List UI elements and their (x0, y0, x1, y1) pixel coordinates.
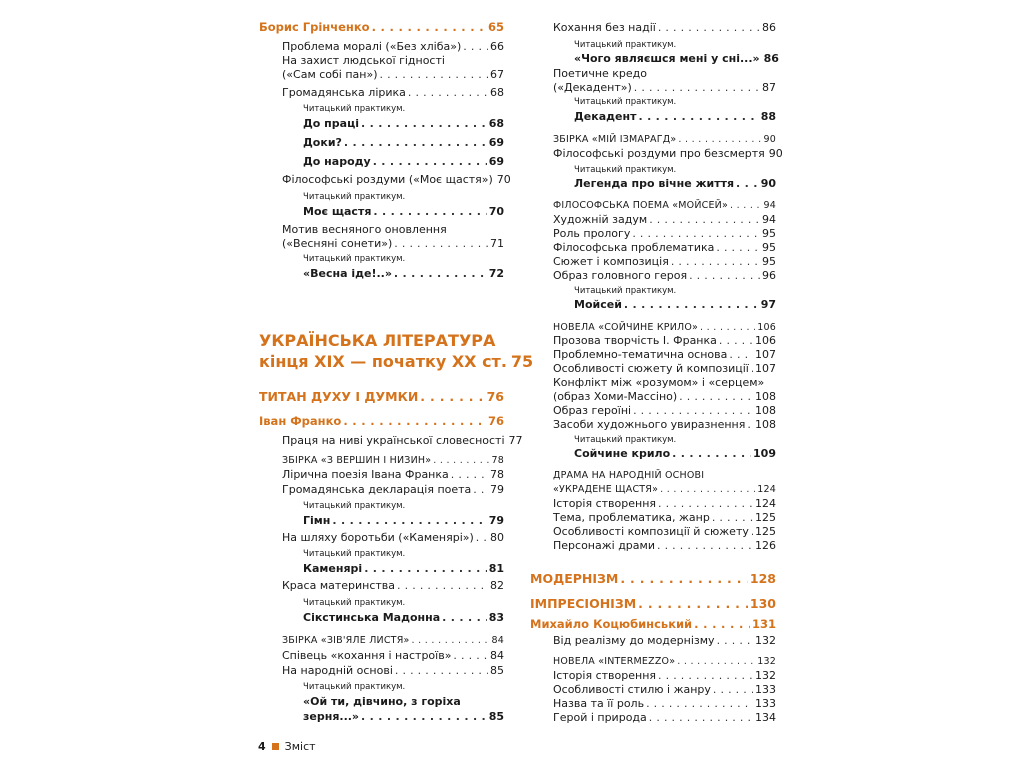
toc-page-number: 126 (755, 539, 776, 552)
dot-leader (658, 497, 753, 510)
toc-entry-title: Читацький практикум. (574, 97, 677, 107)
toc-entry (282, 634, 504, 647)
dot-leader (372, 21, 486, 34)
toc-entry-title: Історія створення (553, 669, 657, 682)
toc-entry-title: «Весна іде!..» (303, 267, 392, 280)
toc-entry-title: Сюжет і композиція (553, 255, 669, 268)
toc-entry-title: Читацький практикум. (574, 40, 677, 50)
toc-page-number: 132 (755, 634, 776, 647)
dot-leader (453, 649, 488, 662)
toc-entry-title: Персонажі драми (553, 539, 655, 552)
toc-page-number: 83 (488, 611, 504, 624)
dot-leader (373, 155, 487, 168)
toc-entry-title: Праця на ниві української словесності (282, 434, 505, 447)
toc-entry-title: Мотив весняного оновлення (282, 223, 447, 236)
toc-page-number: 134 (755, 711, 776, 724)
toc-entry-title: Читацький практикум. (574, 165, 677, 175)
toc-entry (553, 321, 776, 334)
toc-entry (553, 669, 776, 682)
toc-entry (303, 267, 504, 280)
toc-page-number: 106 (755, 334, 776, 347)
toc-page-number: 95 (762, 255, 776, 268)
toc-page-number: 76 (486, 389, 504, 404)
toc-page-number: 79 (490, 483, 504, 496)
toc-entry-title: Герой і природа (553, 711, 647, 724)
toc-entry (553, 81, 776, 94)
toc-entry (553, 469, 776, 482)
dot-leader (729, 348, 753, 361)
toc-entry-title: («Весняні сонети») (282, 237, 393, 250)
toc-page-number: 72 (488, 267, 504, 280)
dot-leader (671, 255, 760, 268)
square-bullet-icon (272, 743, 279, 750)
toc-entry-title: ДРАМА НА НАРОДНІЙ ОСНОВІ (553, 470, 705, 481)
toc-page-number: 132 (755, 669, 776, 682)
toc-page-number: 88 (760, 110, 776, 123)
toc-entry (553, 483, 776, 496)
toc-page-number: 78 (491, 455, 504, 466)
toc-entry (553, 634, 776, 647)
toc-entry-title: «Чого являєшся мені у сні...» (574, 52, 760, 65)
toc-entry (553, 213, 776, 226)
toc-entry-title: Читацький практикум. (303, 254, 406, 264)
toc-entry-title: Філософська проблематика (553, 241, 715, 254)
toc-entry (303, 500, 504, 513)
toc-entry-title: НОВЕЛА «СОЙЧИНЕ КРИЛО» (553, 322, 699, 333)
toc-page-number: 125 (755, 511, 776, 524)
toc-page-number: 108 (755, 390, 776, 403)
toc-entry (303, 611, 504, 624)
dot-leader (420, 390, 484, 403)
toc-entry-title: Каменярі (303, 562, 363, 575)
toc-page-number: 133 (755, 697, 776, 710)
toc-entry (574, 52, 779, 65)
toc-page-number: 94 (763, 200, 776, 211)
toc-entry-title: Сойчине крило (574, 447, 671, 460)
toc-entry-title: ЗБІРКА «З ВЕРШИН І НИЗИН» (282, 455, 432, 466)
toc-page-number: 108 (755, 418, 776, 431)
toc-entry-title: Читацький практикум. (303, 549, 406, 559)
toc-entry (259, 331, 504, 350)
toc-entry (282, 54, 504, 67)
toc-entry-title: Михайло Коцюбинський (530, 617, 693, 631)
toc-entry-title: Моє щастя (303, 205, 372, 218)
toc-page-number: 85 (490, 664, 504, 677)
dot-leader (672, 447, 751, 460)
toc-entry-title: Співець «кохання і настроїв» (282, 649, 452, 662)
dot-leader (408, 86, 488, 99)
toc-page-number: 80 (490, 531, 504, 544)
toc-entry (530, 618, 776, 631)
dot-leader (751, 525, 753, 538)
toc-page-number: 124 (757, 484, 776, 495)
toc-page-number: 130 (749, 596, 776, 611)
dot-leader (649, 213, 760, 226)
toc-entry-title: Образ героїні (553, 404, 632, 417)
toc-entry (553, 334, 776, 347)
toc-entry (282, 86, 504, 99)
toc-entry-title: (образ Хоми-Массіно) (553, 390, 678, 403)
dot-leader (476, 531, 488, 544)
dot-leader (373, 205, 486, 218)
dot-leader (678, 133, 761, 146)
toc-page-number: 70 (496, 173, 511, 186)
toc-entry-title: Читацький практикум. (303, 104, 406, 114)
toc-entry-title: Іван Франко (259, 414, 342, 428)
toc-entry (553, 404, 776, 417)
toc-entry (553, 269, 776, 282)
toc-entry-title: Особливості стилю і жанру (553, 683, 711, 696)
toc-entry (282, 223, 504, 236)
toc-entry (259, 21, 504, 34)
dot-leader (694, 618, 750, 631)
dot-leader (700, 321, 755, 334)
toc-page-number: 69 (488, 155, 504, 168)
toc-page-number: 87 (762, 81, 776, 94)
toc-entry-title: ЗБІРКА «ЗІВ'ЯЛЕ ЛИСТЯ» (282, 635, 410, 646)
toc-entry-title: Художній задум (553, 213, 648, 226)
dot-leader (412, 634, 490, 647)
toc-entry (259, 390, 504, 403)
toc-entry-title: Мойсей (574, 298, 622, 311)
toc-entry (282, 531, 504, 544)
toc-entry-title: Легенда про вічне життя (574, 177, 735, 190)
dot-leader (679, 390, 753, 403)
toc-entry (574, 434, 776, 447)
toc-entry-title: Читацький практикум. (303, 682, 406, 692)
toc-page-number: 107 (755, 348, 776, 361)
toc-entry-title: Сікстинська Мадонна (303, 611, 441, 624)
toc-page-number: 84 (491, 635, 504, 646)
dot-leader (658, 21, 760, 34)
toc-page-number: 77 (508, 434, 523, 447)
toc-page-number: 68 (490, 86, 504, 99)
toc-page-number: 76 (487, 414, 504, 428)
dot-leader (712, 511, 753, 524)
dot-leader (658, 669, 753, 682)
toc-entry (282, 434, 523, 447)
dot-leader (717, 634, 753, 647)
toc-page-number: 70 (488, 205, 504, 218)
toc-entry-title: Читацький практикум. (303, 598, 406, 608)
toc-entry (282, 40, 504, 53)
toc-entry-title: До праці (303, 117, 360, 130)
toc-entry-title: зерня...» (303, 710, 360, 723)
toc-entry (574, 164, 776, 177)
toc-entry (282, 483, 504, 496)
dot-leader (747, 418, 753, 431)
toc-page-number: 125 (755, 525, 776, 538)
toc-entry-title: Засоби художнього увиразнення (553, 418, 746, 431)
dot-leader (364, 562, 487, 575)
toc-page-number: 133 (755, 683, 776, 696)
toc-entry-title: ЗБІРКА «МІЙ ІЗМАРАГД» (553, 134, 677, 145)
toc-entry (553, 227, 776, 240)
dot-leader (716, 241, 760, 254)
toc-entry-title: Конфлікт між «розумом» і «серцем» (553, 376, 765, 389)
toc-entry-title: Назва та її роль (553, 697, 645, 710)
toc-entry (259, 415, 504, 428)
toc-entry (553, 711, 776, 724)
footer-label: Зміст (284, 740, 316, 753)
toc-page-number: 107 (755, 362, 776, 375)
toc-entry (553, 199, 776, 212)
toc-entry-title: Прозова творчість І. Франка (553, 334, 717, 347)
dot-leader (463, 40, 488, 53)
toc-entry (282, 468, 504, 481)
dot-leader (638, 110, 758, 123)
toc-entry-title: Проблема моралі («Без хліба») (282, 40, 462, 53)
dot-leader (736, 177, 759, 190)
toc-entry (282, 579, 504, 592)
toc-entry (553, 539, 776, 552)
dot-leader (660, 483, 755, 496)
toc-page-number: 95 (762, 241, 776, 254)
toc-entry (303, 695, 504, 708)
toc-entry-title: НОВЕЛА «INTERMEZZO» (553, 656, 676, 667)
toc-entry (553, 21, 776, 34)
toc-entry (303, 681, 504, 694)
toc-entry (553, 241, 776, 254)
toc-entry-title: («Декадент») (553, 81, 632, 94)
toc-entry-title: Читацький практикум. (303, 192, 406, 202)
toc-page-number: 85 (488, 710, 504, 723)
toc-entry (530, 572, 776, 585)
toc-entry (303, 597, 504, 610)
toc-entry (303, 253, 504, 266)
toc-page-number: 79 (488, 514, 504, 527)
toc-page-number: 108 (755, 404, 776, 417)
dot-leader (633, 404, 753, 417)
toc-entry-title: Від реалізму до модернізму (553, 634, 715, 647)
toc-page-number: 84 (490, 649, 504, 662)
dot-leader (473, 483, 488, 496)
toc-entry (553, 525, 776, 538)
toc-entry-title: Декадент (574, 110, 637, 123)
dot-leader (332, 514, 486, 527)
dot-leader (730, 199, 762, 212)
toc-entry-title: На народній основі (282, 664, 393, 677)
dot-leader (620, 572, 748, 585)
toc-entry-title: Філософські роздуми («Моє щастя») (282, 173, 493, 186)
toc-entry (574, 285, 776, 298)
toc-entry (303, 191, 504, 204)
toc-entry (282, 664, 504, 677)
toc-entry-title: Проблемно-тематична основа (553, 348, 728, 361)
toc-entry (574, 298, 776, 311)
toc-entry (553, 390, 776, 403)
toc-page-number: 71 (490, 237, 504, 250)
toc-entry (303, 710, 504, 723)
toc-entry (303, 117, 504, 130)
toc-entry (282, 173, 511, 186)
toc-entry-title: Кохання без надії (553, 21, 656, 34)
toc-entry (553, 348, 776, 361)
toc-entry-title: Тема, проблематика, жанр (553, 511, 710, 524)
toc-entry (553, 511, 776, 524)
dot-leader (397, 579, 488, 592)
toc-entry-title: («Сам собі пан») (282, 68, 378, 81)
toc-entry-title: Поетичне кредо (553, 67, 648, 80)
toc-entry (553, 697, 776, 710)
toc-entry-title: «Ой ти, дівчино, з горіха (303, 695, 461, 708)
toc-entry-title: МОДЕРНІЗМ (530, 571, 619, 586)
toc-entry-title: Історія створення (553, 497, 657, 510)
dot-leader (361, 710, 487, 723)
toc-page-number: 82 (490, 579, 504, 592)
dot-leader (677, 655, 755, 668)
toc-page-number: 65 (487, 20, 504, 34)
toc-entry (553, 133, 776, 146)
toc-page-number: 90 (760, 177, 776, 190)
toc-entry (553, 147, 783, 160)
toc-entry (282, 454, 504, 467)
dot-leader (638, 597, 748, 610)
toc-entry-title: Борис Грінченко (259, 20, 370, 34)
dot-leader (719, 334, 753, 347)
toc-entry (303, 155, 504, 168)
dot-leader (433, 454, 489, 467)
toc-page-number: 67 (490, 68, 504, 81)
dot-leader (646, 697, 753, 710)
toc-entry (574, 39, 776, 52)
dot-leader (713, 683, 753, 696)
toc-entry-title: Краса материнства (282, 579, 396, 592)
dot-leader (380, 68, 489, 81)
toc-entry-title: Особливості композиції й сюжету (553, 525, 749, 538)
toc-page-number: 131 (751, 617, 776, 631)
toc-page-number: 90 (763, 134, 776, 145)
toc-entry (530, 597, 776, 610)
toc-entry (574, 110, 776, 123)
dot-leader (657, 539, 753, 552)
toc-entry-title: Філософські роздуми про безсмертя (553, 147, 765, 160)
toc-page-number: 94 (762, 213, 776, 226)
toc-entry-title: Громадянська декларація поета (282, 483, 472, 496)
dot-leader (634, 81, 760, 94)
toc-entry-title: Громадянська лірика (282, 86, 406, 99)
toc-page-number: 86 (762, 21, 776, 34)
page-footer (258, 740, 316, 753)
dot-leader (394, 267, 487, 280)
toc-entry-title: Читацький практикум. (574, 435, 677, 445)
toc-entry-title: кінця XIX — початку XX ст. (259, 352, 507, 371)
toc-page-number: 90 (768, 147, 783, 160)
toc-entry (282, 68, 504, 81)
toc-entry (282, 237, 504, 250)
toc-entry (553, 418, 776, 431)
toc-entry-title: Читацький практикум. (303, 501, 406, 511)
dot-leader (689, 269, 760, 282)
toc-entry (553, 683, 776, 696)
toc-page-number: 97 (760, 298, 776, 311)
toc-page-number: 66 (490, 40, 504, 53)
toc-entry-title: Особливості сюжету й композиції (553, 362, 749, 375)
toc-entry (574, 96, 776, 109)
toc-entry (553, 362, 776, 375)
toc-entry-title: На шляху боротьби («Каменярі») (282, 531, 474, 544)
toc-entry (303, 514, 504, 527)
toc-entry-title: ІМПРЕСІОНІЗМ (530, 596, 637, 611)
toc-entry (282, 649, 504, 662)
dot-leader (751, 362, 753, 375)
toc-entry (553, 655, 776, 668)
toc-entry (574, 447, 776, 460)
toc-entry (303, 136, 504, 149)
toc-page-number: 128 (749, 571, 776, 586)
toc-page-number: 75 (510, 352, 534, 371)
toc-entry (553, 376, 776, 389)
toc-entry (303, 562, 504, 575)
toc-entry-title: Образ головного героя (553, 269, 688, 282)
dot-leader (442, 611, 487, 624)
toc-entry (259, 352, 534, 371)
toc-entry-title: Гімн (303, 514, 331, 527)
toc-entry (303, 205, 504, 218)
toc-page-number: 106 (757, 322, 776, 333)
toc-entry-title: До народу (303, 155, 371, 168)
toc-entry (553, 497, 776, 510)
toc-entry (303, 103, 504, 116)
toc-page-number: 96 (762, 269, 776, 282)
toc-page-number: 81 (488, 562, 504, 575)
toc-entry-title: «УКРАДЕНЕ ЩАСТЯ» (553, 484, 659, 495)
toc-entry-title: Доки? (303, 136, 342, 149)
dot-leader (624, 298, 759, 311)
toc-entry-title: На захист людської гідності (282, 54, 445, 67)
dot-leader (343, 415, 486, 428)
toc-entry (553, 67, 776, 80)
dot-leader (361, 117, 487, 130)
toc-page-number: 86 (763, 52, 779, 65)
toc-page-number: 78 (490, 468, 504, 481)
toc-page-number: 69 (488, 136, 504, 149)
toc-page-number: 109 (753, 447, 776, 460)
toc-page-number: 68 (488, 117, 504, 130)
dot-leader (451, 468, 488, 481)
toc-entry-title: Читацький практикум. (574, 286, 677, 296)
toc-entry-title: Лірична поезія Івана Франка (282, 468, 449, 481)
dot-leader (395, 664, 488, 677)
toc-entry-title: ТИТАН ДУХУ І ДУМКИ (259, 389, 419, 404)
dot-leader (394, 237, 488, 250)
toc-page-number: 95 (762, 227, 776, 240)
toc-page-number: 132 (757, 656, 776, 667)
dot-leader (632, 227, 760, 240)
dot-leader (649, 711, 753, 724)
toc-entry (553, 255, 776, 268)
toc-entry-title: ФІЛОСОФСЬКА ПОЕМА «МОЙСЕЙ» (553, 200, 728, 211)
toc-entry-title: УКРАЇНСЬКА ЛІТЕРАТУРА (259, 331, 496, 350)
toc-entry-title: Роль прологу (553, 227, 631, 240)
toc-page-number: 124 (755, 497, 776, 510)
dot-leader (344, 136, 487, 149)
page-number: 4 (258, 740, 266, 753)
toc-entry (574, 177, 776, 190)
toc-entry (303, 548, 504, 561)
